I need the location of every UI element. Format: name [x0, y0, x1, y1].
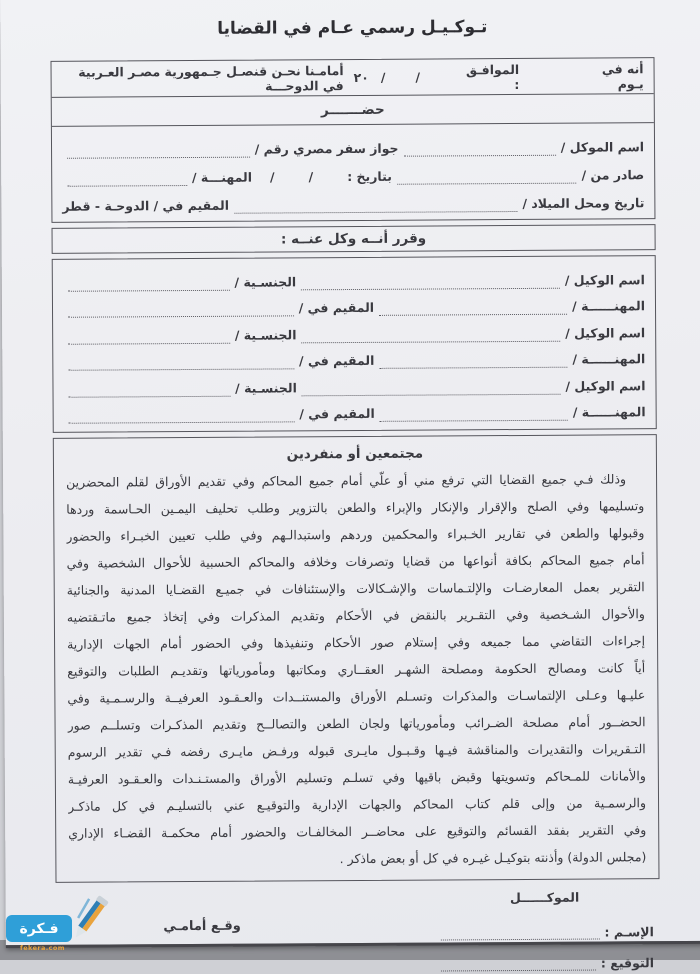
principal-residence-label: المقيم في / الدوحـة - قطر	[62, 197, 230, 214]
corresponding-label: الموافـق :	[465, 61, 520, 92]
watermark	[6, 896, 116, 952]
agent-name-row	[63, 314, 645, 344]
appeared-header: حضـــــــر	[52, 94, 654, 127]
powers-text-line: أمام جميع المحاكم بكافة أنواعها من قضايا وتصرفات وخلافه والمحاكم الحسبية للأحوال الشخصية وفي	[66, 552, 645, 571]
year-prefix: ٢٠	[353, 69, 369, 86]
passport-label: جواز سفر مصري رقم /	[254, 140, 399, 157]
agent-name-label: اسم الوكيل /	[564, 271, 645, 288]
powers-text-line: عليـها وعـلى الإلتماسـات والمذكرات وتسـلم الأوراق والمستنــدات والعـقـود العرفيــة والرسـمـية وفي	[67, 687, 646, 706]
birth-label: تاريخ ومحل الميلاد /	[522, 195, 645, 211]
watermark-brand: فـكرة	[19, 920, 59, 937]
agent-residence-label: المقيم في /	[298, 299, 375, 316]
watermark-site: fekera.com	[20, 944, 65, 952]
watermark-badge	[6, 915, 72, 942]
signature-area	[56, 886, 661, 974]
agent-name-label: اسم الوكيل /	[565, 324, 646, 341]
principal-profession-label: المهنـــة /	[191, 169, 253, 185]
name-signature-row	[436, 908, 654, 940]
agent-nationality-blank	[68, 382, 230, 397]
agent-name-row	[63, 261, 645, 291]
day-label: أنه في يـوم	[601, 60, 644, 91]
powers-text-line: وذلك فـي جميع القضايا التي ترفع مني أو علّي أمام جميع المحاكم وفي تقديم الأوراق لقلم المحضرين	[66, 471, 627, 490]
agent-name-row	[63, 367, 645, 397]
issued-from-label: صادر من /	[581, 167, 645, 183]
agent-name-blank	[302, 380, 561, 396]
agent-profession-row	[64, 394, 646, 424]
agent-nationality-label: الجنسـية /	[234, 273, 297, 290]
agent-profession-label: المهنــــــة /	[572, 351, 646, 367]
powers-text-line: وتسليمها وفي الصلح والإقرار والإنكار والإبراء والطعن بالتزوير وطلب تحليف اليمـين الحـاسمة وردها	[66, 498, 645, 517]
date-slash: /	[415, 69, 421, 85]
principal-signature-block	[436, 886, 655, 971]
birth-residence-row	[62, 183, 644, 215]
date-row	[52, 58, 654, 98]
agent-profession-blank	[379, 354, 567, 369]
principal-name-blank	[404, 142, 556, 157]
agent-residence-label: المقيم في /	[299, 405, 375, 422]
powers-text-line: وفي التقرير بفقد القسائم والتوقيع على محاضــر المخالفـات والحضور أمام محكمـة القضـاء الإداري	[68, 822, 647, 841]
powers-text-line: وقبولها والطعن في تقارير الخـبراء والمحكمين وردهم واستبدالـهم وفي طلب تعيين الخبـراء والحضور	[66, 525, 645, 544]
agent-residence-label: المقيم في /	[298, 352, 375, 369]
powers-section	[53, 434, 660, 883]
agent-profession-label: المهنــــــة /	[572, 404, 646, 420]
agent-nationality-label: الجنسـية /	[234, 326, 297, 343]
principal-section	[50, 57, 655, 223]
powers-text-line: أياً كانت ومصالح الحكومة ومصلحة الشهـر العقــاري ومكاتبها ومأمورياتها وتقديـم الطلبات والتوقيع	[67, 660, 646, 679]
agent-residence-blank	[68, 302, 294, 317]
agent-name-blank	[301, 327, 560, 343]
document-title: تـوكـيـل رسمي عـام في القضايا	[217, 17, 488, 39]
passport-issue-row	[62, 155, 644, 187]
signature-row	[436, 939, 654, 971]
principal-name-label: اسم الموكل /	[560, 139, 645, 155]
principal-fields	[52, 123, 655, 222]
footer-signature-label: التوقيع :	[600, 955, 655, 971]
agents-section	[52, 255, 657, 433]
date-slash: /	[380, 69, 386, 85]
agent-residence-blank	[69, 408, 295, 423]
issued-date-label: بتاريخ :	[347, 168, 392, 185]
pencil-icon	[68, 894, 114, 946]
powers-text-line: التقرير بعمل المعارضـات والإلتـماسات والإشـكالات والإستئنافات في جميـع القضـايا المدنية والجنائية	[66, 579, 645, 598]
agent-profession-blank	[379, 301, 567, 316]
agent-name-blank	[301, 274, 560, 290]
principal-profession-blank	[67, 172, 187, 187]
powers-text-line: الحضــور أمام مصلحة الضـرائب ومأمورياتها ولجان الطعن والتصالــح وتقديم المذكـرات وتسلــم صور	[67, 714, 646, 733]
powers-text-line: إجراءات التقاضي مما جميعه وفي إستلام صور الأحكام وتنفيذها وفي الحضور أمام الجهات الإدارية	[67, 633, 646, 652]
powers-text-line: (مجلس الدولة) وأذنته بتوكيـل غيـره في كل أو بعض ماذكر .	[339, 849, 647, 867]
agent-profession-label: المهنــــــة /	[572, 298, 646, 314]
agent-profession-row	[63, 341, 645, 371]
powers-text-line: والأمانات للمـحاكم وتسويتها وقبض باقيها وفي تسلـم وتسليم الأوراق والمستـنـدات والعـقـود العرفيـة	[67, 768, 646, 787]
principal-name-row	[62, 127, 644, 159]
agents-fields	[53, 256, 656, 432]
agent-nationality-blank	[68, 276, 230, 291]
powers-text-line: التـقريرات والتقديرات والمناقشة فيـها وقـبـول مايـرى قبوله ورفـض مايـرى رفضه فـي تقدير الرسوم	[67, 741, 646, 760]
issued-from-blank	[397, 170, 577, 185]
decision-section	[52, 224, 656, 254]
agent-name-label: اسم الوكيل /	[565, 377, 646, 394]
jointly-severally-header: مجتمعين أو منفردين	[286, 445, 424, 463]
issue-date-slash: /	[308, 169, 314, 185]
powers-text-line: والأحوال الشـخصية وفي التقـرير بالنقض في الأحكام وتقديم المذكرات وفي إتخاذ جميع ماتـقتضيه	[66, 606, 645, 625]
passport-blank	[67, 144, 250, 159]
agent-profession-row	[63, 288, 645, 318]
agent-residence-blank	[68, 355, 294, 370]
agent-nationality-blank	[68, 329, 230, 344]
decision-header: وقرر أنــه وكل عنــه :	[280, 230, 427, 248]
footer-name-blank	[441, 928, 600, 941]
agent-nationality-label: الجنسـية /	[235, 379, 297, 396]
agent-profession-blank	[380, 407, 568, 422]
principal-footer-label: الموكــــــل	[509, 889, 580, 906]
footer-signature-blank	[441, 959, 596, 972]
footer-name-label: الإسـم :	[604, 924, 654, 940]
powers-text-line: والرسمـية من وإلى قلم كتاب المحاكم والجهات الإدارية والتوقيـع عني بالتسليـم في كل ماذكـر	[68, 795, 647, 814]
consul-statement: أمامـنا نحـن قنصـل جـمهورية مصـر العـربية في الدوحـــة	[78, 62, 344, 94]
issue-date-slash: /	[269, 169, 275, 185]
birth-blank	[234, 198, 518, 214]
signed-before-me-label: وقـع أمامـي	[163, 918, 241, 935]
